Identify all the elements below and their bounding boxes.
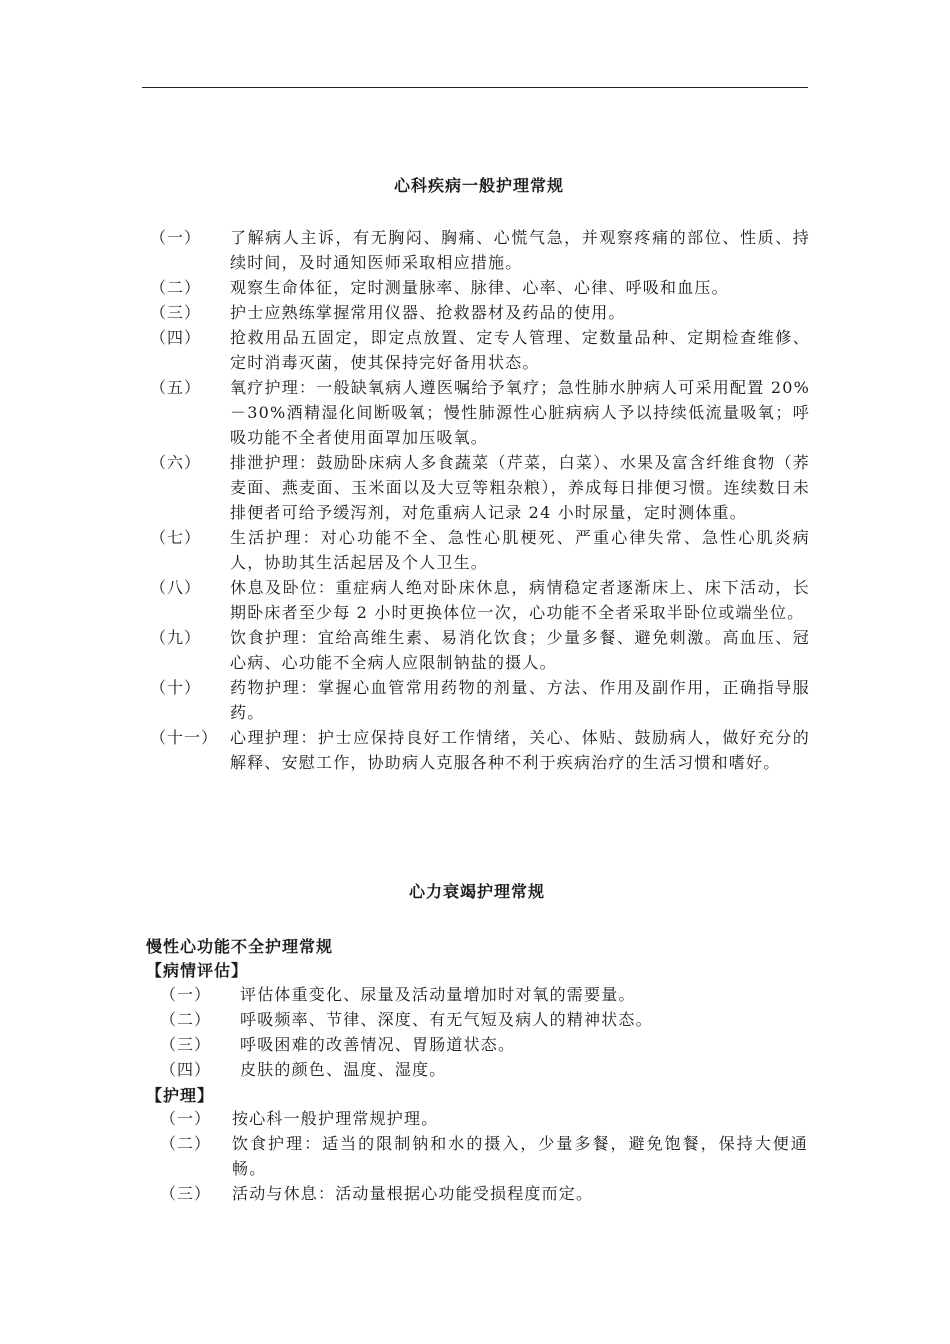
item-text: 护士应熟练掌握常用仪器、抢救器材及药品的使用。 (230, 303, 626, 322)
assessment-list (160, 982, 800, 1082)
item-text: 休息及卧位：重症病人绝对卧床休息，病情稳定者逐渐床上、床下活动，长期卧床者至少每 2 小时更换体位一次，心功能不全者采取半卧位或端坐位。 (230, 578, 810, 622)
item-text: 观察生命体征，定时测量脉率、脉律、心率、心律、呼吸和血压。 (230, 278, 729, 297)
item-number: （四） (150, 328, 202, 347)
list-item (160, 982, 800, 1007)
item-number: （六） (150, 453, 202, 472)
item-number: （三） (160, 1035, 212, 1054)
list-item (160, 1057, 800, 1082)
subsection-heading-chronic: 慢性心功能不全护理常规 (146, 937, 334, 956)
list-item (150, 325, 810, 375)
item-text: 呼吸频率、节律、深度、有无气短及病人的精神状态。 (240, 1010, 653, 1029)
item-number: （二） (150, 278, 202, 297)
list-item (150, 725, 810, 775)
item-number: （十） (150, 678, 202, 697)
list-item (160, 1131, 808, 1181)
list-item (160, 1106, 808, 1131)
item-number: （三） (160, 1184, 212, 1203)
item-number: （一） (160, 1109, 212, 1128)
list-item (150, 450, 810, 525)
item-number: （十一） (150, 728, 219, 747)
item-text: 氧疗护理：一般缺氧病人遵医嘱给予氧疗；急性肺水肿病人可采用配置 20%－30%酒精湿化间断吸氧；慢性肺源性心脏病病人予以持续低流量吸氧；呼吸功能不全者使用面罩加压吸氧。 (230, 378, 810, 447)
item-text: 生活护理：对心功能不全、急性心肌梗死、严重心律失常、急性心肌炎病人，协助其生活起居及个人卫生。 (230, 528, 810, 572)
assessment-heading: 【病情评估】 (146, 961, 249, 980)
list-item (160, 1032, 800, 1057)
item-number: （五） (150, 378, 202, 397)
item-text: 活动与休息：活动量根据心功能受损程度而定。 (232, 1184, 594, 1203)
item-text: 皮肤的颜色、温度、湿度。 (240, 1060, 447, 1079)
item-number: （四） (160, 1060, 212, 1079)
list-item (150, 275, 810, 300)
item-number: （二） (160, 1010, 212, 1029)
item-number: （七） (150, 528, 202, 547)
section-title-heart-failure: 心力衰竭护理常规 (408, 882, 545, 901)
care-list (160, 1106, 808, 1206)
list-item (150, 675, 810, 725)
item-text: 呼吸困难的改善情况、胃肠道状态。 (240, 1035, 516, 1054)
item-number: （一） (160, 985, 212, 1004)
list-item (150, 375, 810, 450)
list-item (150, 575, 810, 625)
item-number: （二） (160, 1134, 212, 1153)
list-item (160, 1181, 808, 1206)
item-text: 了解病人主诉，有无胸闷、胸痛、心慌气急，并观察疼痛的部位、性质、持续时间，及时通知医师采取相应措施。 (230, 228, 810, 272)
item-text: 饮食护理：宜给高维生素、易消化饮食；少量多餐、避免刺激。高血压、冠心病、心功能不全病人应限制钠盐的摄人。 (230, 628, 810, 672)
item-number: （八） (150, 578, 202, 597)
item-text: 药物护理：掌握心血管常用药物的剂量、方法、作用及副作用，正确指导服药。 (230, 678, 810, 722)
item-text: 按心科一般护理常规护理。 (232, 1109, 439, 1128)
page-title-cardiology-nursing: 心科疾病一般护理常规 (393, 176, 564, 195)
care-heading: 【护理】 (146, 1086, 215, 1105)
list-item (150, 300, 810, 325)
item-number: （一） (150, 228, 202, 247)
item-text: 抢救用品五固定，即定点放置、定专人管理、定数量品种、定期检查维修、定时消毒灭菌，使其保持完好备用状态。 (230, 328, 810, 372)
item-text: 排泄护理：鼓励卧床病人多食蔬菜（芹菜，白菜）、水果及富含纤维食物（荞麦面、燕麦面、玉米面以及大豆等粗杂粮），养成每日排便习惯。连续数日未排便者可给予缓泻剂，对危重病人记录 24 小时尿量，定时测体重。 (230, 453, 810, 522)
list-item (160, 1007, 800, 1032)
item-number: （九） (150, 628, 202, 647)
list-item (150, 225, 810, 275)
list-item (150, 625, 810, 675)
general-nursing-list (150, 225, 810, 775)
header-rule (142, 87, 808, 88)
item-text: 评估体重变化、尿量及活动量增加时对氧的需要量。 (240, 985, 636, 1004)
list-item (150, 525, 810, 575)
item-number: （三） (150, 303, 202, 322)
item-text: 心理护理：护士应保持良好工作情绪，关心、体贴、鼓励病人，做好充分的解释、安慰工作，协助病人克服各种不利于疾病治疗的生活习惯和嗜好。 (230, 728, 810, 772)
item-text: 饮食护理：适当的限制钠和水的摄入，少量多餐，避免饱餐，保持大便通畅。 (232, 1134, 808, 1178)
